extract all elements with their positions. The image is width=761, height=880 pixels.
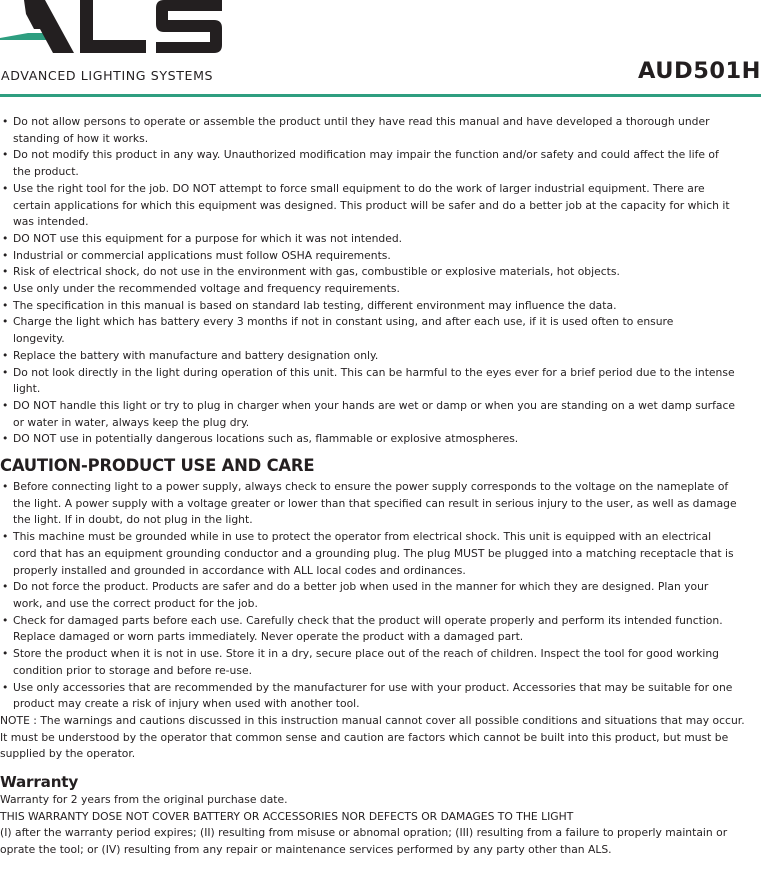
logo-letter-a xyxy=(24,0,74,53)
list-item: • Use only accessories that are recommended by the manufacturer for use with your product. Accessories that may be suitable for one product may create a risk of injury when used with another tool. xyxy=(0,680,738,713)
als-logo xyxy=(0,0,230,60)
list-item: • Check for damaged parts before each use. Carefully check that the product will operate properly and perform its intended function. Replace damaged or worn parts immediately. Never operate the product with a damaged part. xyxy=(0,613,738,646)
caution-list xyxy=(0,479,738,713)
list-item: • Charge the light which has battery every 3 months if not in constant using, and after each use, if it is used often to ensure longevity. xyxy=(0,314,711,347)
list-item: • Do not look directly in the light during operation of this unit. This can be harmful to the eyes ever for a brief period due to the intense light. xyxy=(0,365,738,398)
list-item: • Do not allow persons to operate or assemble the product until they have read this manual and have developed a thorough under standing of how it works. xyxy=(0,114,738,147)
manual-content xyxy=(0,114,761,859)
model-number: AUD501H xyxy=(638,58,761,84)
logo-teal-bar xyxy=(0,33,46,40)
warranty-line: THIS WARRANTY DOSE NOT COVER BATTERY OR ACCESSORIES NOR DEFECTS OR DAMAGES TO THE LIGHT xyxy=(0,809,574,823)
list-item: • The specification in this manual is based on standard lab testing, different environment may influence the data. xyxy=(0,298,738,315)
list-item: • Use only under the recommended voltage and frequency requirements. xyxy=(0,281,738,298)
list-item: • This machine must be grounded while in use to protect the operator from electrical shock. This unit is equipped with an electrical cord that has an equipment grounding conductor and a grounding plug. The plug MUST be plugged into a matching receptacle that is properly installed and grounded in accordance with ALL local codes and ordinances. xyxy=(0,529,738,579)
list-item: • Risk of electrical shock, do not use in the environment with gas, combustible or explosive materials, hot objects. xyxy=(0,264,738,281)
company-name: ADVANCED LIGHTING SYSTEMS xyxy=(1,68,214,83)
list-item: • Industrial or commercial applications must follow OSHA requirements. xyxy=(0,248,738,265)
list-item: • DO NOT use this equipment for a purpose for which it was not intended. xyxy=(0,231,738,248)
warranty-heading: Warranty xyxy=(0,773,79,792)
list-item: • Do not force the product. Products are safer and do a better job when used in the manner for which they are designed. Plan your work, and use the correct product for the job. xyxy=(0,579,738,612)
list-item: • DO NOT use in potentially dangerous locations such as, flammable or explosive atmospheres. xyxy=(0,431,738,448)
list-item: • Do not modify this product in any way. Unauthorized modification may impair the function and/or safety and could affect the life of the product. xyxy=(0,147,738,180)
warranty-line: Warranty for 2 years from the original purchase date. xyxy=(0,793,288,807)
header-divider xyxy=(0,94,761,97)
list-item: • Replace the battery with manufacture and battery designation only. xyxy=(0,348,738,365)
list-item: • DO NOT handle this light or try to plug in charger when your hands are wet or damp or when you are standing on a wet damp surface or water in water, always keep the plug dry. xyxy=(0,398,738,431)
page-header xyxy=(0,0,761,98)
list-item: • Store the product when it is not in use. Store it in a dry, secure place out of the reach of children. Inspect the tool for good working condition prior to storage and before re-use. xyxy=(0,646,738,679)
caution-heading: CAUTION-PRODUCT USE AND CARE xyxy=(0,456,315,476)
safety-list xyxy=(0,114,738,448)
list-item: • Before connecting light to a power supply, always check to ensure the power supply corresponds to the voltage on the nameplate of the light. A power supply with a voltage greater or lower than that specified can result in serious injury to the user, as well as damage the light. If in doubt, do not plug in the light. xyxy=(0,479,738,529)
warranty-line: (I) after the warranty period expires; (II) resulting from misuse or abnomal opration; (III) resulting from a failure to properly maintain or oprate the tool; or (IV) resulting from any repair or maintenance services performed by any party other than ALS. xyxy=(0,826,728,857)
note-paragraph: NOTE : The warnings and cautions discussed in this instruction manual cannot cover all possible conditions and situations that may occur. It must be understood by the operator that common sense and caution are factors which cannot be built into this product, but must be supplied by the operator. xyxy=(0,713,745,761)
logo-letter-l xyxy=(80,0,146,53)
list-item: • Use the right tool for the job. DO NOT attempt to force small equipment to do the work of larger industrial equipment. There are certain applications for which this equipment was designed. This product will be safer and do a better job at the capacity for which it was intended. xyxy=(0,181,738,231)
logo-letter-s xyxy=(156,0,222,53)
